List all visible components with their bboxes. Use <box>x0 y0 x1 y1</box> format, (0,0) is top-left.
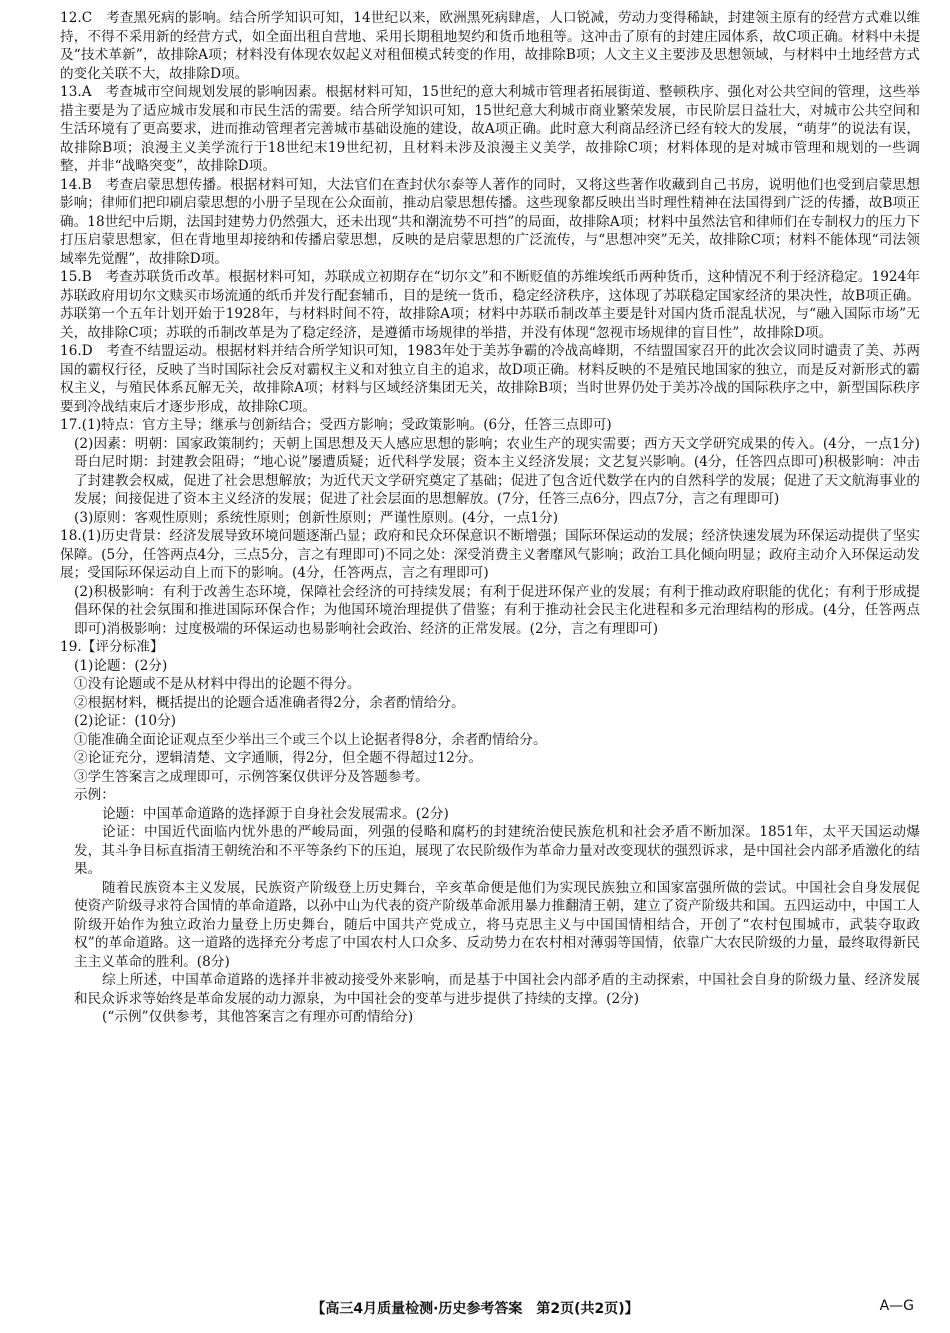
answer-18-part2: (2)积极影响：有利于改善生态环境，保障社会经济的可持续发展；有利于促进环保产业的发展；有利于推动政府职能的优化；有利于形成提倡环保的社会氛围和推进国际环保合作；为他国环境治理提供了借鉴；有利于推动社会民主化进程和多元治理结构的形成。(4分，任答两点即可)消极影响：过度极端的环保运动也易影响社会政治、经济的正常发展。(2分，言之有理即可) <box>74 583 920 637</box>
example-paragraph-1: 论证：中国近代面临内忧外患的严峻局面，列强的侵略和腐朽的封建统治使民族危机和社会矛盾不断加深。1851年，太平天国运动爆发，其斗争目标直指清王朝统治和不平等条约下的压迫，展现了农民阶级作为革命力量对改变现状的强烈诉求，是中国社会内部矛盾激化的结果。 <box>74 824 920 877</box>
rubric-thesis-rule-2: ②根据材料，概括提出的论题合适准确者得2分，余者酌情给分。 <box>74 694 465 711</box>
example-note: (“示例”仅供参考，其他答案言之有理亦可酌情给分) <box>102 1009 414 1025</box>
answer-17-part2: (2)因素：明朝：国家政策制约；天朝上国思想及天人感应思想的影响；农业生产的现实需要；西方天文学研究成果的传入。(4分，一点1分)哥白尼时期：封建教会阻碍；“地心说”屡遭质疑；近代科学发展；资本主义经济发展；文艺复兴影响。(4分，任答四点即可)积极影响：冲击了封建教会权威，促进了社会思想解放；为近代天文学研究奠定了基础；促进了包含近代数学在内的自然科学的发展；促进了天文航海事业的发展；间接促进了资本主义经济的发展；促进了社会层面的思想解放。(7分，任答三点6分，四点7分，言之有理即可) <box>74 435 920 507</box>
answer-17-part1: 17.(1)特点：官方主导；继承与创新结合；受西方影响；受政策影响。(6分，任答三点即可) <box>60 417 612 433</box>
footer-title: 【高三4月质量检测·历史参考答案 第2页(共2页)】 <box>311 1301 639 1317</box>
rubric-thesis-rule-1: ①没有论题或不是从材料中得出的论题不得分。 <box>74 676 361 692</box>
example-thesis: 论题：中国革命道路的选择源于自身社会发展需求。(2分) <box>102 805 449 822</box>
example-paragraph-2: 随着民族资本主义发展，民族资产阶级登上历史舞台，辛亥革命便是他们为实现民族独立和国家富强所做的尝试。中国社会自身发展促使资产阶级寻求符合国情的革命道路，以孙中山为代表的资产阶级革命派用暴力推翻清王朝，建立了资产阶级共和国。五四运动中，中国工人阶级开始作为独立政治力量登上历史舞台，随后中国共产党成立，将马克思主义与中国国情相结合，开创了“农村包围城市，武装夺取政权”的革命道路。这一道路的选择充分考虑了中国农村人口众多、反动势力在农村相对薄弱等国情，依靠广大农民阶级的力量，最终取得新民主主义革命的胜利。(8分) <box>74 879 920 970</box>
answer-14: 14.B 考查启蒙思想传播。根据材料可知，大法官们在查封伏尔泰等人著作的同时，又将这些著作收藏到自己书房，说明他们也受到启蒙思想影响；律师们把印刷启蒙思想的小册子呈现在公众面前，推动启蒙思想传播。这些现象都反映出当时理性精神在法国得到广泛的传播，故B项正确。18世纪中后期，法国封建势力仍然强大，还未出现“共和潮流势不可挡”的局面，故排除A项；材料中虽然法官和律师们在专制权力的压力下打压启蒙思想家，但在背地里却接纳和传播启蒙思想，反映的是启蒙思想的广泛流传，与“思想冲突”无关，故排除C项；材料不能体现“司法领域率先觉醒”，故排除D项。 <box>60 176 920 267</box>
example-label: 示例： <box>74 787 115 803</box>
rubric-argument-heading: (2)论证：(10分) <box>74 713 177 729</box>
answer-19-header: 19.【评分标准】 <box>60 639 164 655</box>
rubric-argument-rule-1: ①能准确全面论证观点至少举出三个或三个以上论据者得8分，余者酌情给分。 <box>74 731 547 748</box>
footer-code: A—G <box>879 1298 914 1314</box>
answer-17-part3: (3)原则：客观性原则；系统性原则；创新性原则；严谨性原则。(4分，一点1分) <box>74 509 559 526</box>
answer-16: 16.D 考查不结盟运动。根据材料并结合所学知识可知，1983年处于美苏争霸的冷战高峰期，不结盟国家召开的此次会议同时谴责了美、苏两国的霸权行径，反映了当时国际社会反对霸权主义和对独立自主的追求，故D项正确。材料反映的不是殖民地国家的独立，而是反对新形式的霸权主义，与殖民体系瓦解无关，故排除A项；材料与区域经济集团无关，故排除B项；当时世界仍处于美苏冷战的国际秩序之中，新型国际秩序要到冷战结束后才逐步形成，故排除C项。 <box>60 343 920 415</box>
answer-18-part1: 18.(1)历史背景：经济发展导致环境问题逐渐凸显；政府和民众环保意识不断增强；国际环保运动的发展；经济快速发展为环保运动提供了坚实保障。(5分，任答两点4分，三点5分，言之有理即可)不同之处：深受消费主义奢靡风气影响；政治工具化倾向明显；政府主动介入环保运动发展；受国际环保运动自上而下的影响。(4分，任答两点，言之有理即可) <box>60 528 920 581</box>
example-paragraph-3: 综上所述，中国革命道路的选择并非被动接受外来影响，而是基于中国社会内部矛盾的主动探索，中国社会自身的阶级力量、经济发展和民众诉求等始终是革命发展的动力源泉，为中国社会的变革与进步提供了持续的支撑。(2分) <box>74 972 920 1007</box>
answer-13: 13.A 考查城市空间规划发展的影响因素。根据材料可知，15世纪的意大利城市管理者拓展街道、整顿秩序、强化对公共空间的管理，这些举措主要是为了适应城市发展和市民生活的需要。结合所学知识可知，15世纪意大利城市商业繁荣发展，市民阶层日益壮大，对城市公共空间和生活环境有了更高要求，进而推动管理者完善城市基础设施的建设，故A项正确。此时意大利商品经济已经有较大的发展，“萌芽”的说法有误，故排除B项；浪漫主义美学流行于18世纪末19世纪初，且材料未涉及浪漫主义美学，故排除C项；材料体现的是对城市管理和规划的一些调整，并非“战略突变”，故排除D项。 <box>60 84 920 174</box>
rubric-argument-rule-3: ③学生答案言之成理即可，示例答案仅供评分及答题参考。 <box>74 768 429 785</box>
page-footer <box>0 1298 950 1322</box>
answer-page <box>60 9 920 1027</box>
rubric-thesis-heading: (1)论题：(2分) <box>74 657 168 674</box>
answer-12: 12.C 考查黑死病的影响。结合所学知识可知，14世纪以来，欧洲黑死病肆虐，人口锐减，劳动力变得稀缺，封建领主原有的经营方式难以维持，不得不采用新的经营方式，如全面出租自营地、采用长期租地契约和货币地租等。这冲击了原有的封建庄园体系，故C项正确。材料中未提及“技术革新”，故排除A项；材料没有体现农奴起义对租佃模式转变的作用，故排除B项；人文主义主要涉及思想领域，与材料中土地经营方式的变化关联不大，故排除D项。 <box>60 10 920 82</box>
rubric-argument-rule-2: ②论证充分，逻辑清楚、文字通顺，得2分，但全题不得超过12分。 <box>74 750 483 766</box>
answer-15: 15.B 考查苏联货币改革。根据材料可知，苏联成立初期存在“切尔文”和不断贬值的苏维埃纸币两种货币，这种情况不利于经济稳定。1924年苏联政府用切尔文赎买市场流通的纸币并发行配套辅币，目的是统一货币，稳定经济秩序，这体现了苏联稳定国家经济的果决性，故B项正确。苏联第一个五年计划开始于1928年，与材料时间不符，故排除A项；材料中苏联币制改革主要是针对国内货币混乱状况，与“融入国际市场”无关，故排除C项；苏联的币制改革是为了稳定经济，是遵循市场规律的举措，并没有体现“忽视市场规律的盲目性”，故排除D项。 <box>60 269 920 341</box>
